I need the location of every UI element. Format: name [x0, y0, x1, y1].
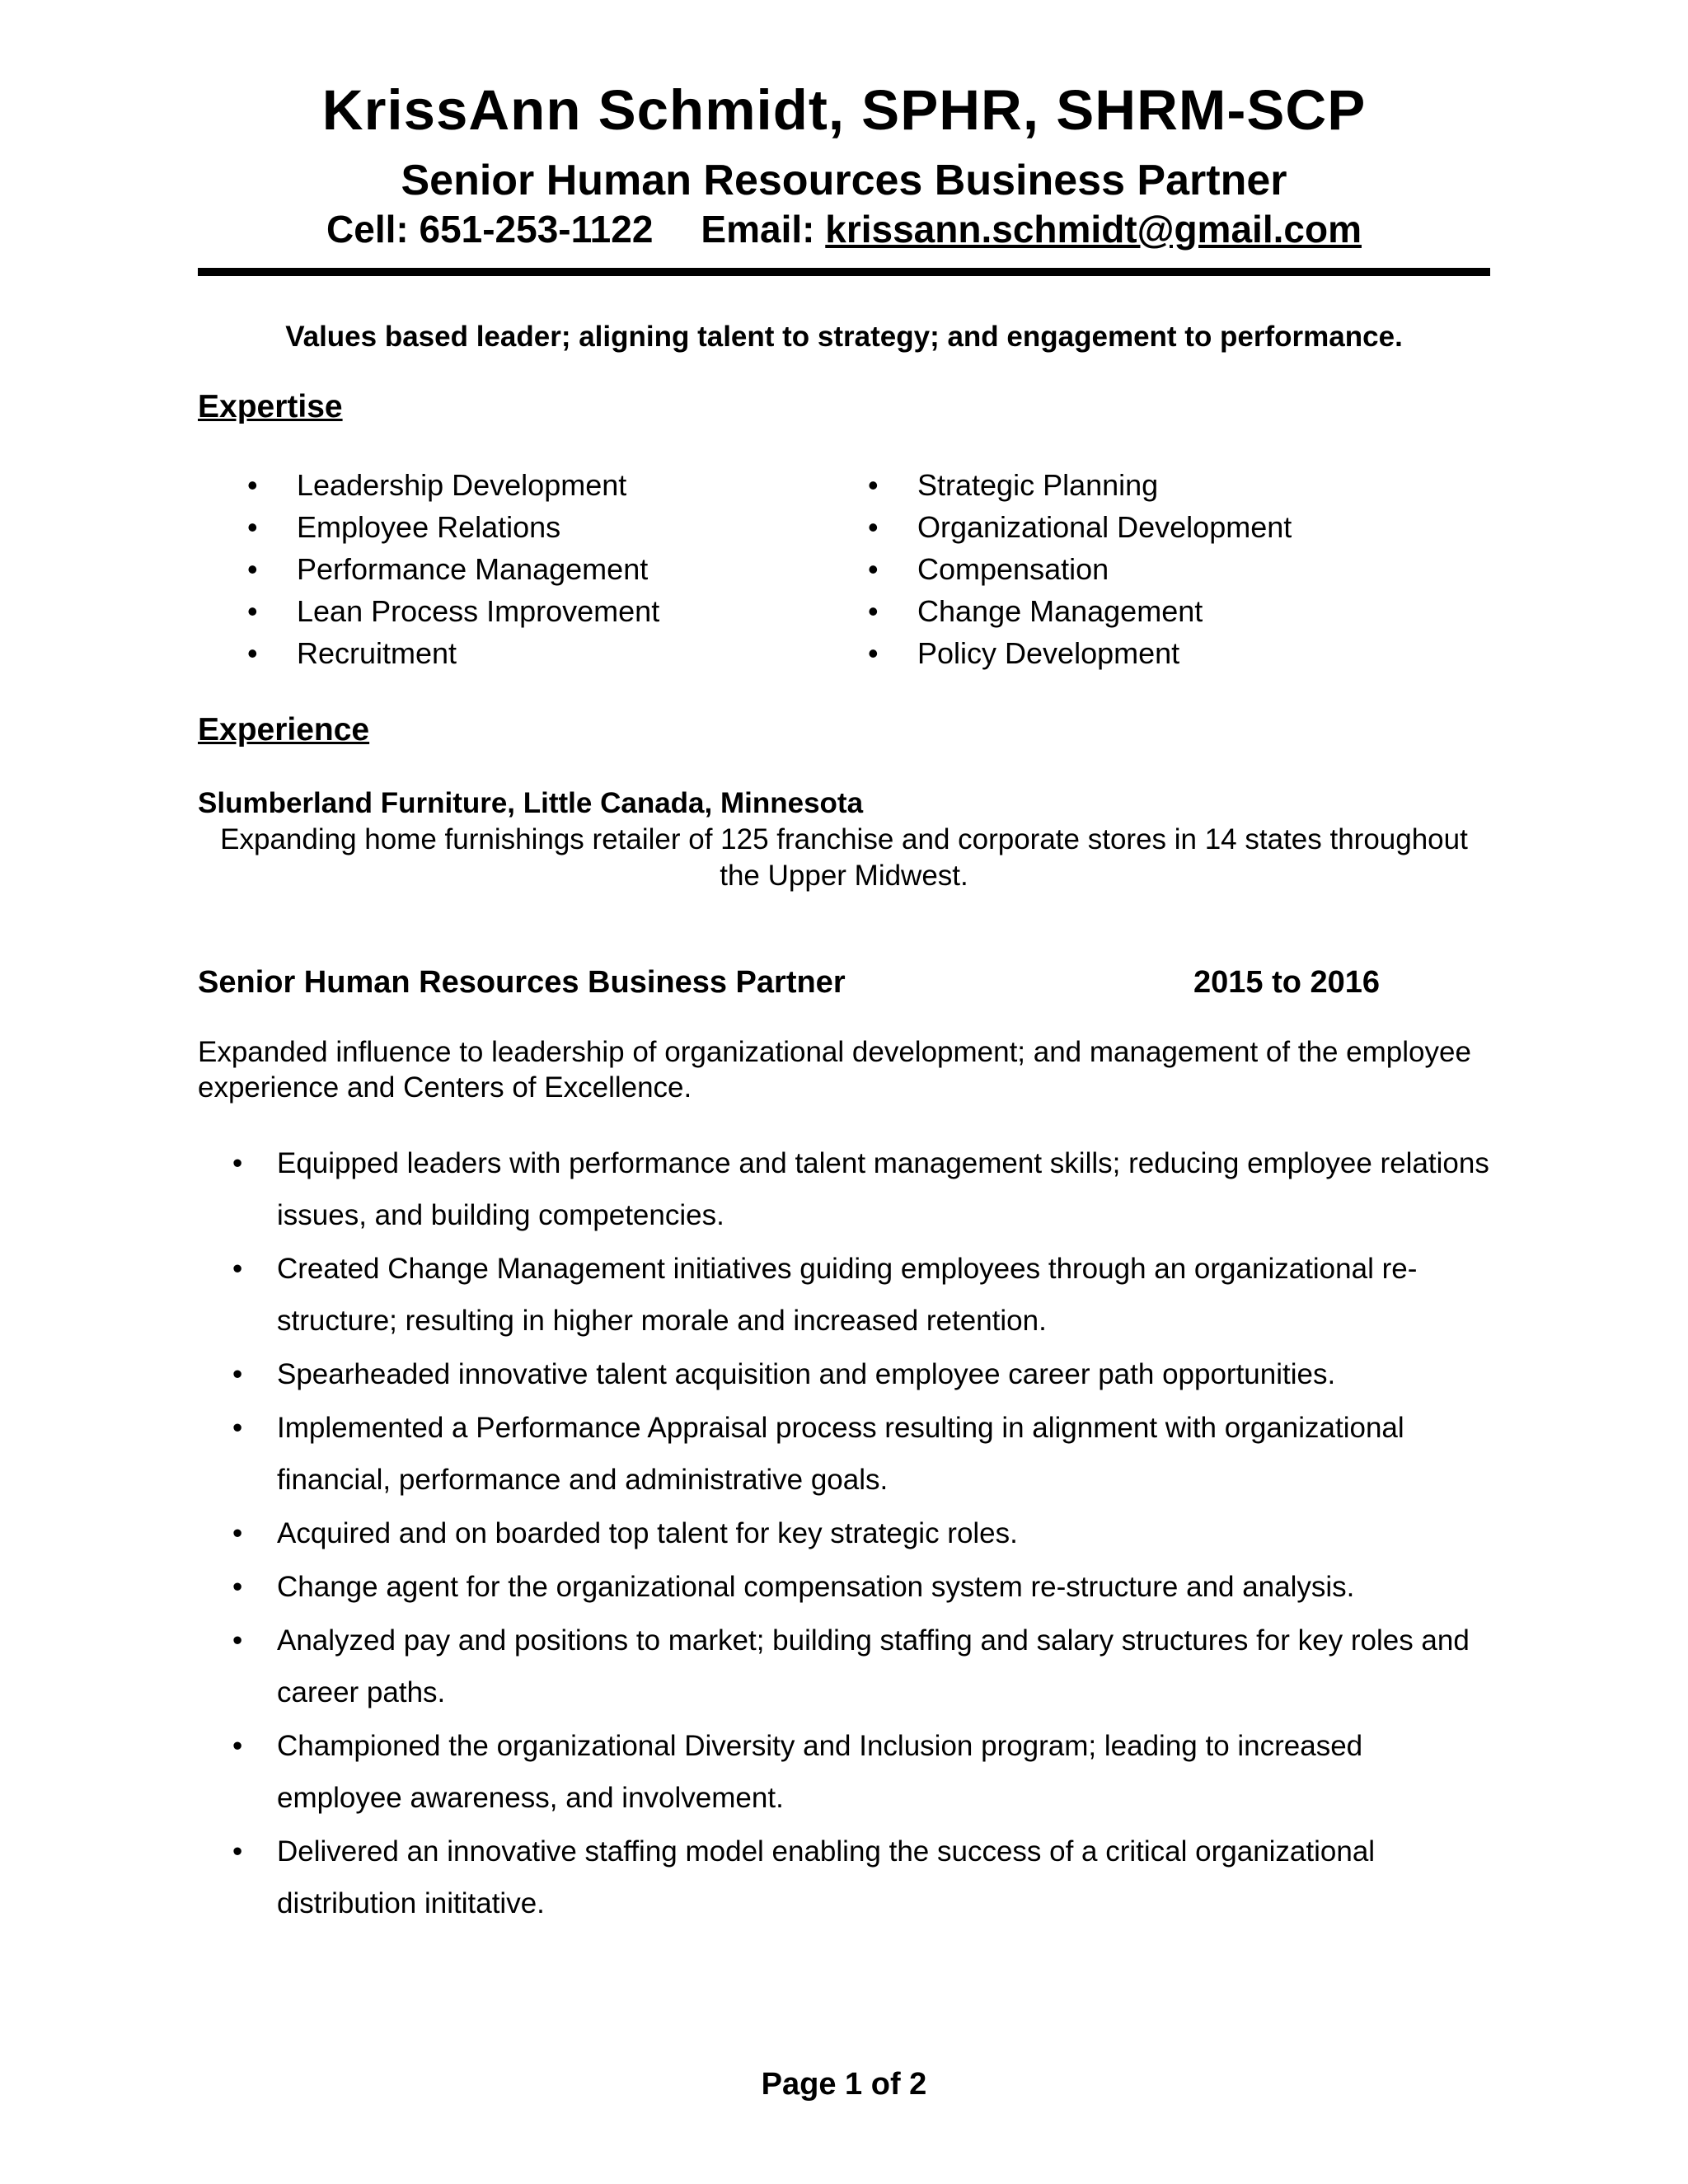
- expertise-list-left: [247, 464, 659, 674]
- expertise-heading: Expertise: [198, 389, 343, 424]
- list-item: • Created Change Management initiatives guiding employees through an organizational re-structure; resulting in higher morale and increased retention.: [198, 1243, 1492, 1347]
- contact-line: [198, 206, 1490, 252]
- role-title: Senior Human Resources Business Partner: [198, 965, 846, 1000]
- list-item: • Employee Relations: [247, 506, 659, 548]
- list-item: • Delivered an innovative staffing model enabling the success of a critical organizational distribution inititative.: [198, 1825, 1492, 1929]
- list-item: • Organizational Development: [868, 506, 1292, 548]
- list-item: • Policy Development: [868, 632, 1292, 674]
- header-divider: [198, 268, 1490, 276]
- tagline: Values based leader; aligning talent to strategy; and engagement to performance.: [285, 321, 1403, 353]
- email-label: Email:: [701, 208, 815, 251]
- email-link[interactable]: krissann.schmidt@gmail.com: [825, 208, 1362, 251]
- list-item: • Strategic Planning: [868, 464, 1292, 506]
- company-name: Slumberland Furniture, Little Canada, Minnesota: [198, 787, 864, 819]
- candidate-title: Senior Human Resources Business Partner: [401, 157, 1287, 204]
- resume-header: [198, 76, 1490, 252]
- cell-phone: Cell: 651-253-1122: [326, 208, 654, 251]
- page-number: Page 1 of 2: [761, 2067, 927, 2102]
- list-item: • Analyzed pay and positions to market; building staffing and salary structures for key roles and career paths.: [198, 1615, 1492, 1718]
- list-item: • Compensation: [868, 548, 1292, 590]
- expertise-list-right: [868, 464, 1292, 674]
- list-item: • Championed the organizational Diversity and Inclusion program; leading to increased employee awareness, and involvement.: [198, 1720, 1492, 1824]
- list-item: • Lean Process Improvement: [247, 590, 659, 632]
- role-summary: Expanded influence to leadership of organizational development; and management of the employee experience and Centers of Excellence.: [198, 1036, 1471, 1104]
- list-item: • Acquired and on boarded top talent for key strategic roles.: [198, 1507, 1492, 1559]
- list-item: • Change Management: [868, 590, 1292, 632]
- list-item: • Implemented a Performance Appraisal process resulting in alignment with organizational financial, performance and administrative goals.: [198, 1402, 1492, 1506]
- list-item: • Equipped leaders with performance and talent management skills; reducing employee relations issues, and building competencies.: [198, 1137, 1492, 1241]
- candidate-name: KrissAnn Schmidt, SPHR, SHRM-SCP: [321, 78, 1367, 142]
- experience-heading: Experience: [198, 712, 370, 748]
- list-item: • Recruitment: [247, 632, 659, 674]
- company-description: Expanding home furnishings retailer of 125 franchise and corporate stores in 14 states throughout the Upper Midwest.: [220, 823, 1468, 892]
- role-dates: 2015 to 2016: [1193, 965, 1381, 1000]
- list-item: • Performance Management: [247, 548, 659, 590]
- list-item: • Leadership Development: [247, 464, 659, 506]
- achievement-list: [198, 1137, 1492, 1931]
- list-item: • Change agent for the organizational compensation system re-structure and analysis.: [198, 1561, 1492, 1613]
- list-item: • Spearheaded innovative talent acquisition and employee career path opportunities.: [198, 1348, 1492, 1400]
